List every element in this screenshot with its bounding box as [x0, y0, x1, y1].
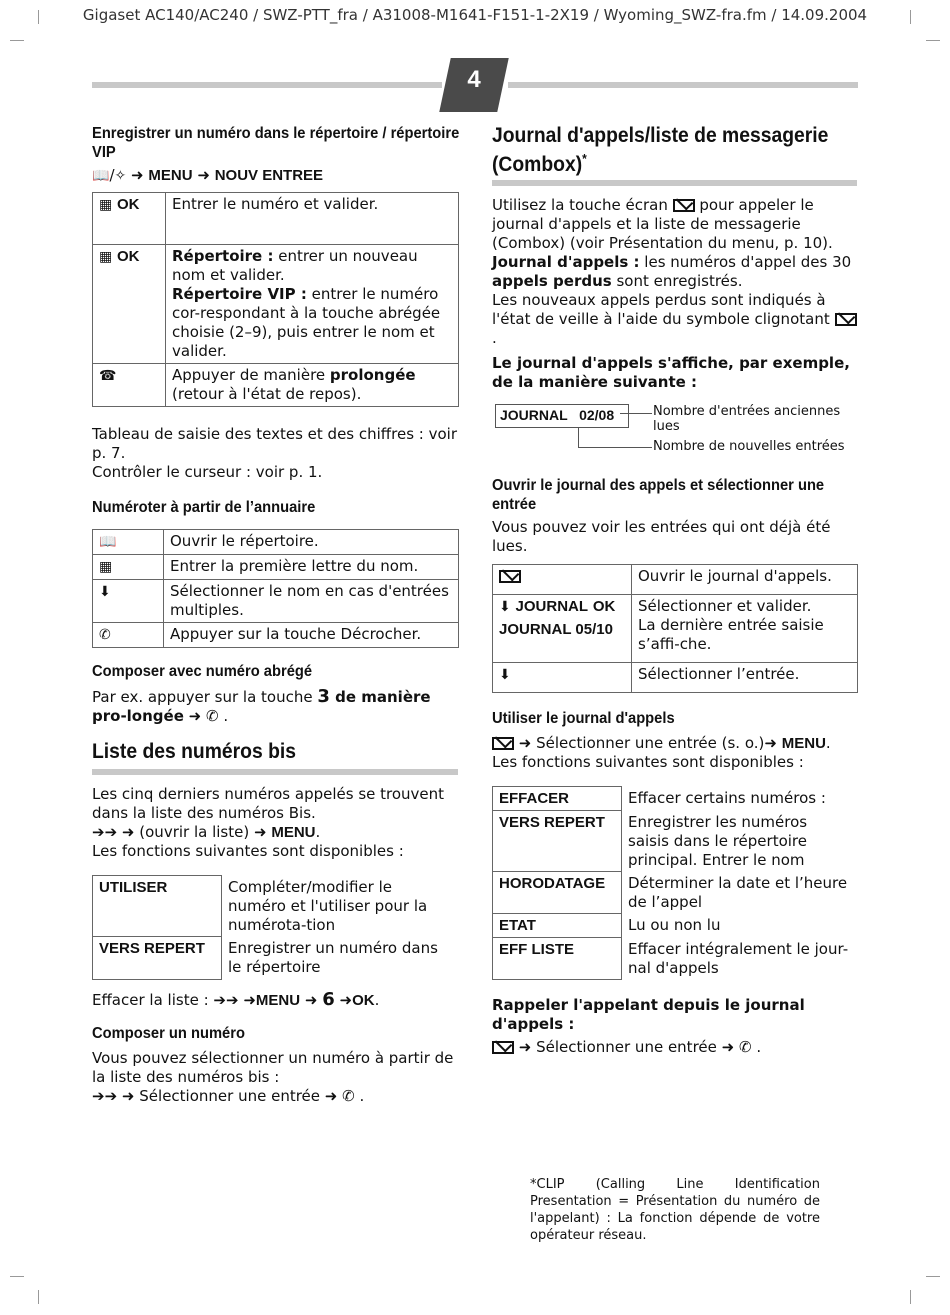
- table-row: [493, 811, 858, 872]
- handset-icon: ✆: [342, 1087, 355, 1105]
- paragraph: Le journal d'appels s'affiche, par exemple, de la manière suivante :: [492, 354, 850, 391]
- paragraph: Vous pouvez voir les entrées qui ont déjà été lues.: [492, 518, 831, 555]
- table-cell: Sélectionner l’entrée.: [632, 663, 858, 693]
- table-row: [93, 580, 459, 623]
- book-icon: 📖: [99, 534, 117, 550]
- arrow-icon: ➜: [121, 823, 135, 841]
- callout-line: [620, 413, 652, 414]
- arrow-icon: ➜: [253, 823, 267, 841]
- table-row: [493, 938, 858, 980]
- down-arrow-icon: ⬇: [499, 599, 511, 615]
- arrow-icon: ➜: [188, 707, 202, 725]
- key-label: OK: [117, 248, 140, 265]
- paragraph: Les cinq derniers numéros appelés se trouvent dans la liste des numéros Bis.: [92, 785, 445, 822]
- function-key: HORODATAGE: [499, 875, 606, 892]
- display-example: [492, 400, 857, 460]
- arrow-icon: ➜: [243, 991, 256, 1009]
- nav-key-icon: ✧: [114, 168, 127, 184]
- paragraph: Les fonctions suivantes sont disponibles :: [492, 753, 804, 771]
- section-title: Composer un numéro: [92, 1025, 245, 1042]
- table-cell: Effacer certains numéros :: [628, 788, 826, 807]
- section-title: Enregistrer un numéro dans le répertoire / répertoire VIP: [92, 125, 460, 161]
- header-rule-right: [508, 82, 858, 88]
- section-title: Numéroter à partir de l’annuaire: [92, 499, 316, 516]
- instruction-table: [92, 192, 459, 407]
- menu-path: 📖/✧ ➜ MENU ➜ NOUV ENTREE: [92, 166, 324, 184]
- table-row: [93, 555, 459, 580]
- arrow-icon: ➜: [324, 1087, 338, 1105]
- function-table: [92, 875, 458, 980]
- paragraph: ➜ Sélectionner une entrée (s. o.)➜ MENU.: [492, 734, 857, 753]
- crop-mark: [910, 10, 911, 24]
- arrow-icon: ➜: [197, 166, 210, 184]
- right-column: [492, 124, 857, 1057]
- menu-label: MENU: [148, 167, 193, 184]
- redial-icon: ➔➔: [213, 991, 239, 1009]
- function-table: [492, 786, 858, 980]
- table-cell: Déterminer la date et l’heure de l’appel: [628, 873, 848, 911]
- down-arrow-icon: ⬇: [499, 667, 511, 683]
- table-cell: Appuyer sur la touche Décrocher.: [164, 623, 459, 648]
- function-key: UTILISER: [99, 879, 168, 896]
- envelope-icon: [673, 199, 695, 212]
- callout-line: [578, 428, 579, 447]
- table-row: [93, 245, 459, 364]
- left-column: [92, 124, 458, 1106]
- paragraph: Utilisez la touche écran pour appeler le journal d'appels et la liste de messagerie (Combox) (voir Présentation du menu, p. 10).: [492, 196, 833, 252]
- crop-mark: [910, 1290, 911, 1304]
- paragraph: Par ex. appuyer sur la touche 3 de manière pro-longée ➜ ✆ .: [92, 686, 431, 725]
- instruction-table: [92, 529, 459, 648]
- table-cell: Effacer intégralement le jour-nal d'appels: [628, 939, 849, 977]
- paragraph: Rappeler l'appelant depuis le journal d'appels :: [492, 996, 805, 1033]
- section-title: Composer avec numéro abrégé: [92, 663, 313, 680]
- paragraph: ➔➔ ➜ Sélectionner une entrée ➜ ✆ .: [92, 1087, 365, 1105]
- arrow-icon: ➜: [339, 991, 353, 1009]
- table-cell: Sélectionner et valider. La dernière entrée saisie s’affi-che.: [632, 595, 858, 663]
- table-cell: Entrer la première lettre du nom.: [164, 555, 459, 580]
- paragraph: Les fonctions suivantes sont disponibles :: [92, 842, 404, 860]
- function-key: ETAT: [499, 917, 536, 934]
- crop-mark: [10, 40, 24, 41]
- heading-rule: [92, 769, 458, 775]
- page-number: 4: [467, 66, 481, 93]
- crop-mark: [38, 1290, 39, 1304]
- table-row: ⬇ JOURNAL OK JOURNAL 05/10 Sélectionner et valider. La dernière entrée saisie s’affi-che.: [493, 595, 858, 663]
- crop-mark: [926, 40, 940, 41]
- function-key: EFF LISTE: [499, 941, 574, 958]
- handset-icon: ✆: [206, 707, 219, 725]
- paragraph: Journal d'appels : les numéros d'appel des 30 appels perdus sont enregistrés.: [492, 253, 852, 290]
- table-row: [93, 623, 459, 648]
- keypad-icon: ▦: [99, 197, 113, 213]
- crop-mark: [38, 10, 39, 24]
- instruction-table: [492, 564, 858, 693]
- callout-line: [578, 447, 652, 448]
- key-digit: 3: [317, 686, 330, 707]
- arrow-icon: ➜: [518, 1038, 532, 1056]
- paragraph: ➜ Sélectionner une entrée ➜ ✆ .: [492, 1038, 857, 1057]
- keypad-icon: ▦: [99, 559, 113, 575]
- handset-icon: ✆: [739, 1038, 752, 1056]
- table-row: [493, 872, 858, 914]
- table-row: [93, 876, 458, 937]
- redial-icon: ➔➔: [92, 823, 118, 841]
- arrow-icon: ➜: [764, 734, 777, 752]
- down-arrow-icon: ⬇: [99, 584, 111, 600]
- table-row: [93, 193, 459, 245]
- redial-icon: ➔➔: [92, 1087, 118, 1105]
- flashing-envelope-icon: [835, 313, 857, 326]
- paragraph: Contrôler le curseur : voir p. 1.: [92, 463, 323, 481]
- arrow-icon: ➜: [131, 166, 144, 184]
- display-screen: JOURNAL 02/08: [495, 404, 629, 428]
- paragraph: Les nouveaux appels perdus sont indiqués à l'état de veille à l'aide du symbole clignotant .: [492, 291, 857, 348]
- table-cell: Lu ou non lu: [628, 915, 721, 934]
- envelope-icon: [492, 1041, 514, 1054]
- running-header: Gigaset AC140/AC240 / SWZ-PTT_fra / A31008-M1641-F151-1-2X19 / Wyoming_SWZ-fra.fm / 14.09.2004: [82, 6, 868, 24]
- handset-icon: ✆: [99, 627, 111, 643]
- table-cell: Sélectionner le nom en cas d'entrées multiples.: [164, 580, 459, 623]
- paragraph: Effacer la liste : ➔➔ ➜MENU ➜ 6 ➜OK.: [92, 989, 380, 1010]
- table-cell: Enregistrer les numéros saisis dans le répertoire principal. Entrer le nom: [628, 812, 808, 869]
- arrow-icon: ➜: [721, 1038, 735, 1056]
- callout-label: Nombre de nouvelles entrées: [653, 439, 845, 454]
- table-cell: Appuyer de manière prolongée (retour à l'état de repos).: [166, 364, 459, 407]
- section-heading: Liste des numéros bis: [92, 740, 296, 763]
- table-cell: Compléter/modifier le numéro et l'utiliser pour la numérota-tion: [228, 877, 428, 934]
- paragraph: Tableau de saisie des textes et des chiffres : voir p. 7.: [92, 425, 458, 462]
- function-key: VERS REPERT: [99, 940, 205, 957]
- footnote: *CLIP (Calling Line Identification Presentation = Présentation du numéro de l'appelant) : La fonction dépende de votre opérateur réseau.: [530, 1177, 820, 1243]
- table-row: [93, 530, 459, 555]
- paragraph: ➔➔ ➜ (ouvrir la liste) ➜ MENU.: [92, 823, 321, 841]
- arrow-icon: ➜: [304, 991, 318, 1009]
- envelope-icon: [499, 570, 521, 583]
- book-icon: 📖: [92, 168, 110, 184]
- table-row: [493, 663, 858, 693]
- heading-rule: [492, 180, 857, 186]
- section-title: Ouvrir le journal des appels et sélectionner une entrée: [492, 477, 825, 513]
- callout-label: Nombre d'entrées anciennes lues: [653, 404, 841, 434]
- function-key: EFFACER: [499, 790, 570, 807]
- section-heading: Journal d'appels/liste de messagerie (Combox)*: [492, 124, 829, 176]
- table-cell: Ouvrir le répertoire.: [164, 530, 459, 555]
- table-cell: Ouvrir le journal d'appels.: [632, 565, 858, 595]
- table-cell: Enregistrer un numéro dans le répertoire: [228, 938, 438, 976]
- key-label: OK: [117, 196, 140, 213]
- hangup-icon: ☎: [99, 368, 117, 384]
- table-cell: Répertoire : entrer un nouveau nom et valider. Répertoire VIP : entrer le numéro cor-respondant à la touche abrégée choisie (2–9), puis entrer le nom et valider.: [166, 245, 459, 364]
- keypad-icon: ▦: [99, 249, 113, 265]
- table-row: [93, 364, 459, 407]
- table-row: [493, 565, 858, 595]
- arrow-icon: ➜: [121, 1087, 135, 1105]
- arrow-icon: ➜: [518, 734, 532, 752]
- table-cell: Entrer le numéro et valider.: [166, 193, 459, 245]
- crop-mark: [10, 1276, 24, 1277]
- table-row: [493, 787, 858, 811]
- envelope-icon: [492, 737, 514, 750]
- paragraph: Vous pouvez sélectionner un numéro à partir de la liste des numéros bis :: [92, 1049, 454, 1086]
- function-key: VERS REPERT: [499, 814, 605, 831]
- table-row: [493, 914, 858, 938]
- crop-mark: [926, 1276, 940, 1277]
- section-title: Utiliser le journal d'appels: [492, 710, 675, 727]
- menu-label: NOUV ENTREE: [214, 167, 324, 184]
- table-row: [93, 937, 458, 980]
- header-rule-left: [92, 82, 442, 88]
